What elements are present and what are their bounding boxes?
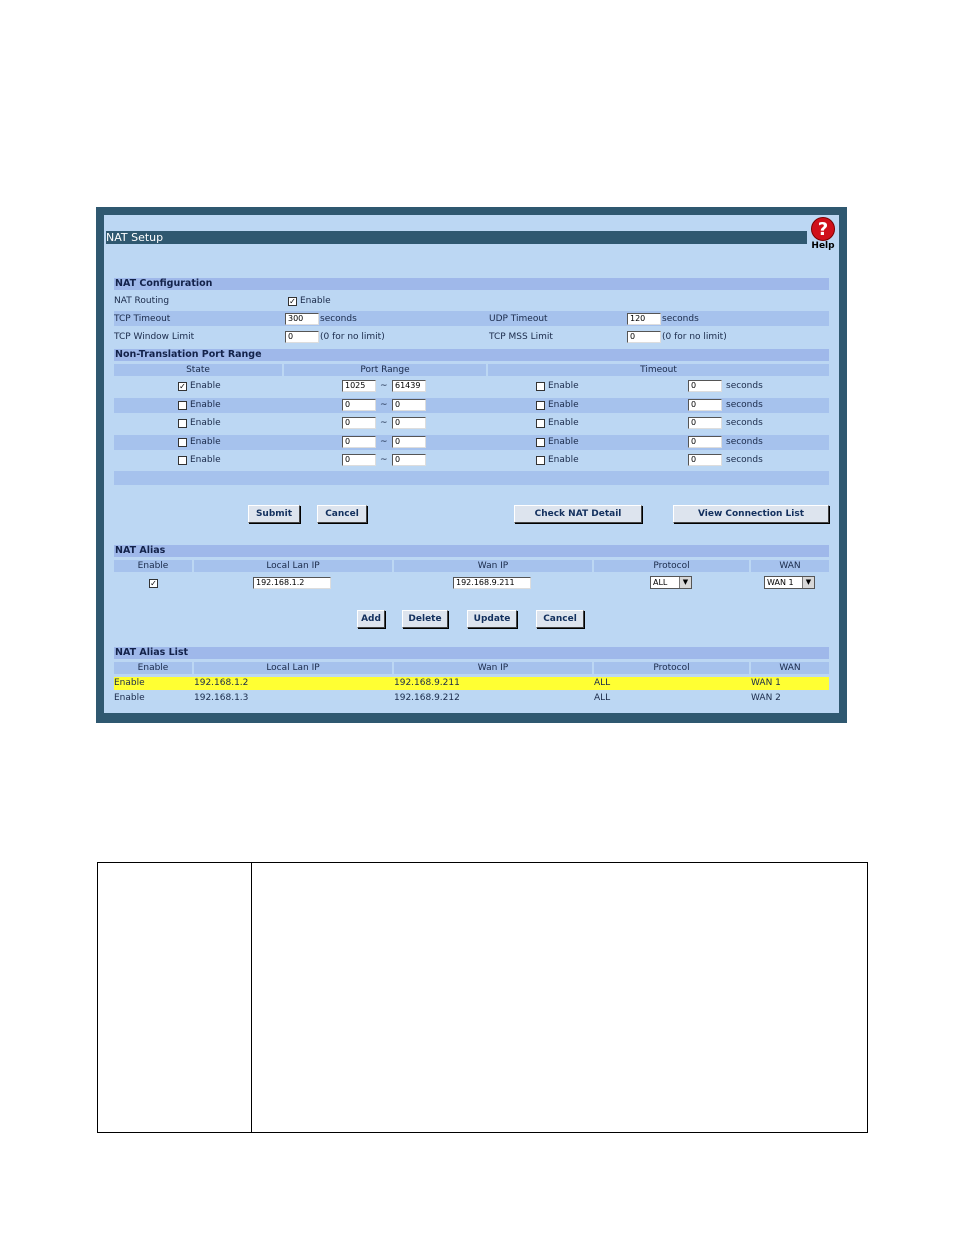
nat-alias-heading: NAT Alias xyxy=(114,545,829,557)
port-range-tilde: ~ xyxy=(380,418,388,428)
port-to-input[interactable]: 0 xyxy=(392,436,426,448)
alias-wan-select[interactable] xyxy=(764,576,815,589)
alias-list-row[interactable] xyxy=(114,677,829,690)
list-col-wan: WAN xyxy=(751,662,829,674)
timeout-input[interactable]: 0 xyxy=(688,436,722,448)
alias-list-cell-protocol: ALL xyxy=(594,678,611,688)
port-range-tilde: ~ xyxy=(380,455,388,465)
port-to-input[interactable]: 61439 xyxy=(392,380,426,392)
help-icon[interactable]: ? xyxy=(811,217,835,241)
alias-enable-checkbox[interactable]: ✓ xyxy=(150,579,157,588)
tcp-timeout-row xyxy=(114,311,829,326)
udp-timeout-input[interactable]: 120 xyxy=(627,313,661,325)
timeout-input[interactable]: 0 xyxy=(688,417,722,429)
page-title-bar xyxy=(106,231,807,244)
timeout-enable-checkbox[interactable] xyxy=(536,382,545,391)
port-range-tilde: ~ xyxy=(380,399,388,410)
alias-cancel-button[interactable]: Cancel xyxy=(536,610,584,628)
page-title: NAT Setup xyxy=(106,231,164,244)
port-from-input[interactable]: 0 xyxy=(342,399,376,411)
alias-col-wan-ip: Wan IP xyxy=(394,560,592,572)
alias-list-cell-enable: Enable xyxy=(114,678,145,688)
tcp-window-label: TCP Window Limit xyxy=(114,332,195,342)
view-connection-list-button[interactable]: View Connection List xyxy=(673,505,829,523)
timeout-enable-checkbox[interactable] xyxy=(536,419,545,428)
port-from-input[interactable]: 0 xyxy=(342,454,376,466)
tcp-window-hint: (0 for no limit) xyxy=(320,332,385,342)
alias-list-row[interactable] xyxy=(114,692,829,705)
nat-routing-checkbox[interactable]: ✓ xyxy=(289,297,296,306)
chevron-down-icon[interactable]: ▼ xyxy=(802,577,814,588)
description-table xyxy=(97,862,868,1133)
port-range-tilde: ~ xyxy=(380,381,388,391)
timeout-enable-label: Enable xyxy=(548,381,579,391)
port-from-input[interactable]: 0 xyxy=(342,417,376,429)
chevron-down-icon[interactable]: ▼ xyxy=(679,577,691,588)
alias-col-local: Local Lan IP xyxy=(194,560,392,572)
help-label: Help xyxy=(811,241,835,251)
udp-timeout-unit: seconds xyxy=(662,314,699,324)
alias-list-cell-wan: WAN 2 xyxy=(751,693,781,703)
alias-protocol-value: ALL xyxy=(653,578,668,587)
timeout-seconds-label: seconds xyxy=(726,436,763,447)
col-timeout: Timeout xyxy=(488,364,829,376)
list-col-local: Local Lan IP xyxy=(194,662,392,674)
timeout-input[interactable]: 0 xyxy=(688,380,722,392)
check-nat-detail-button[interactable]: Check NAT Detail xyxy=(514,505,642,523)
tcp-mss-hint: (0 for no limit) xyxy=(662,332,727,342)
port-range-tilde: ~ xyxy=(380,436,388,447)
port-to-input[interactable]: 0 xyxy=(392,417,426,429)
tcp-timeout-unit: seconds xyxy=(320,314,357,324)
timeout-enable-label: Enable xyxy=(548,455,579,465)
nat-routing-enable-label: Enable xyxy=(300,296,331,306)
help-button[interactable] xyxy=(810,217,836,252)
tcp-timeout-input[interactable]: 300 xyxy=(285,313,319,325)
timeout-enable-checkbox[interactable] xyxy=(536,456,545,465)
alias-list-cell-local: 192.168.1.3 xyxy=(194,693,249,703)
alias-col-enable: Enable xyxy=(114,560,192,572)
state-enable-checkbox[interactable] xyxy=(178,401,187,410)
nat-setup-content xyxy=(104,215,839,713)
tcp-mss-input[interactable]: 0 xyxy=(627,331,661,343)
alias-wan-ip-input[interactable]: 192.168.9.211 xyxy=(453,577,531,589)
timeout-seconds-label: seconds xyxy=(726,399,763,410)
alias-col-protocol: Protocol xyxy=(594,560,749,572)
cancel-button[interactable]: Cancel xyxy=(317,505,367,523)
state-enable-label: Enable xyxy=(190,436,221,447)
udp-timeout-label: UDP Timeout xyxy=(489,314,548,324)
timeout-enable-label: Enable xyxy=(548,418,579,428)
description-divider xyxy=(251,863,252,1132)
nat-configuration-heading: NAT Configuration xyxy=(114,278,829,290)
timeout-seconds-label: seconds xyxy=(726,418,763,428)
alias-wan-value: WAN 1 xyxy=(767,578,794,587)
timeout-seconds-label: seconds xyxy=(726,455,763,465)
list-col-wan-ip: Wan IP xyxy=(394,662,592,674)
alias-list-cell-wan: WAN 1 xyxy=(751,678,781,688)
alias-list-cell-wan-ip: 192.168.9.212 xyxy=(394,693,460,703)
add-button[interactable]: Add xyxy=(357,610,385,628)
state-enable-label: Enable xyxy=(190,455,221,465)
port-from-input[interactable]: 0 xyxy=(342,436,376,448)
port-range-footer xyxy=(114,471,829,485)
update-button[interactable]: Update xyxy=(467,610,517,628)
state-enable-checkbox[interactable] xyxy=(178,419,187,428)
alias-list-cell-protocol: ALL xyxy=(594,693,611,703)
port-from-input[interactable]: 1025 xyxy=(342,380,376,392)
timeout-input[interactable]: 0 xyxy=(688,399,722,411)
alias-list-heading: NAT Alias List xyxy=(114,647,829,659)
state-enable-checkbox[interactable]: ✓ xyxy=(179,382,186,391)
alias-protocol-select[interactable] xyxy=(650,576,692,589)
timeout-enable-checkbox[interactable] xyxy=(536,401,545,410)
alias-col-wan: WAN xyxy=(751,560,829,572)
timeout-input[interactable]: 0 xyxy=(688,454,722,466)
state-enable-checkbox[interactable] xyxy=(178,438,187,447)
col-port-range: Port Range xyxy=(284,364,486,376)
tcp-timeout-label: TCP Timeout xyxy=(114,314,171,324)
state-enable-label: Enable xyxy=(190,399,221,410)
nat-routing-label: NAT Routing xyxy=(114,296,170,306)
alias-list-cell-local: 192.168.1.2 xyxy=(194,678,249,688)
list-col-protocol: Protocol xyxy=(594,662,749,674)
delete-button[interactable]: Delete xyxy=(402,610,448,628)
port-range-heading: Non-Translation Port Range xyxy=(114,349,829,361)
col-state: State xyxy=(114,364,282,376)
nat-setup-panel xyxy=(96,207,847,723)
port-to-input[interactable]: 0 xyxy=(392,454,426,466)
alias-local-ip-input[interactable]: 192.168.1.2 xyxy=(253,577,331,589)
state-enable-label: Enable xyxy=(190,418,221,428)
state-enable-label: Enable xyxy=(190,381,221,391)
alias-list-cell-wan-ip: 192.168.9.211 xyxy=(394,678,460,688)
list-col-enable: Enable xyxy=(114,662,192,674)
port-to-input[interactable]: 0 xyxy=(392,399,426,411)
timeout-enable-checkbox[interactable] xyxy=(536,438,545,447)
timeout-enable-label: Enable xyxy=(548,436,579,447)
timeout-enable-label: Enable xyxy=(548,399,579,410)
alias-list-cell-enable: Enable xyxy=(114,693,145,703)
submit-button[interactable]: Submit xyxy=(248,505,300,523)
tcp-mss-label: TCP MSS Limit xyxy=(489,332,553,342)
tcp-window-input[interactable]: 0 xyxy=(285,331,319,343)
state-enable-checkbox[interactable] xyxy=(178,456,187,465)
timeout-seconds-label: seconds xyxy=(726,381,763,391)
